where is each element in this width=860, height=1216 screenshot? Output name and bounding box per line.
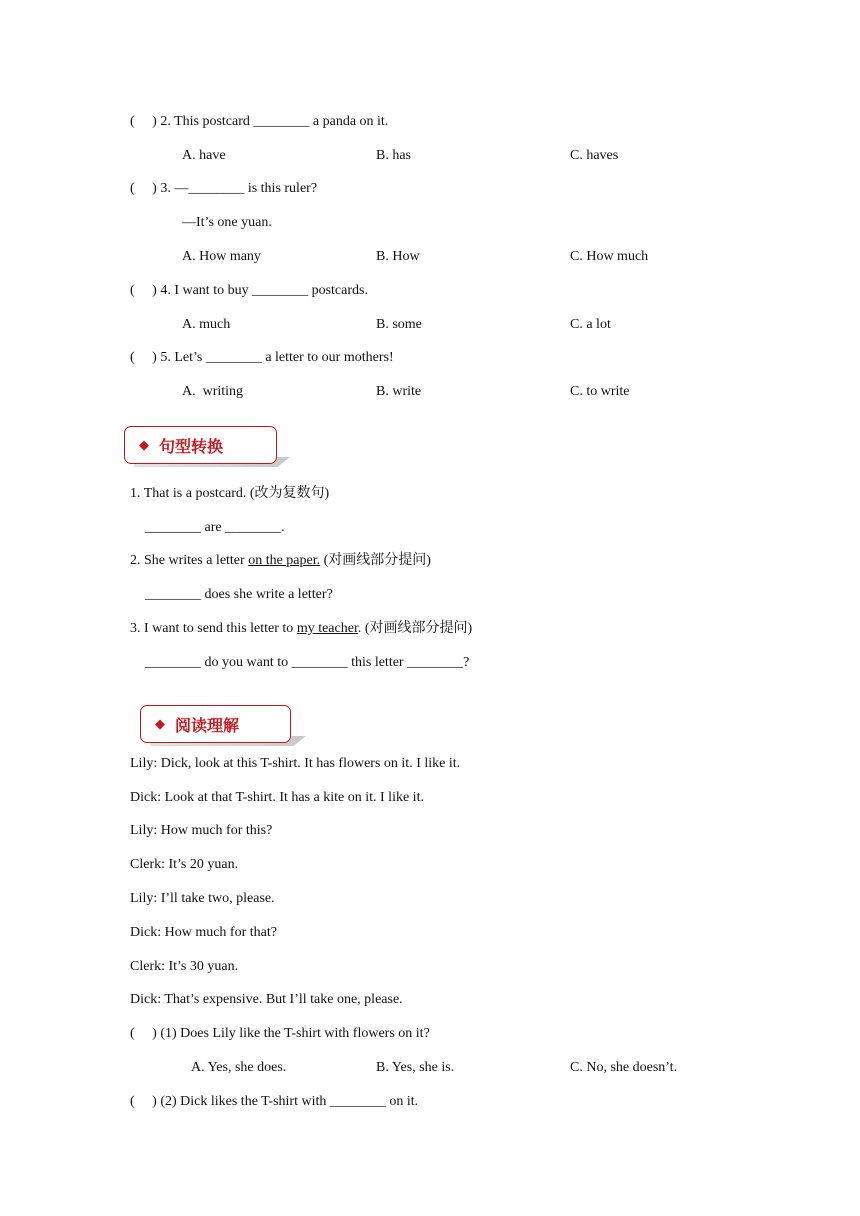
question-2-option-c: C. haves xyxy=(570,148,619,163)
question-4-option-b: B. some xyxy=(376,317,422,332)
transform-1-answer: ________ are ________. xyxy=(145,520,285,535)
question-4-option-c: C. a lot xyxy=(570,317,611,332)
instruction-text: (对画线部分提问) xyxy=(320,553,431,568)
underlined-phrase: my teacher xyxy=(296,621,358,636)
question-5-option-a: A. writing xyxy=(182,384,244,399)
question-4-stem: ( ) 4. I want to buy ________ postcards. xyxy=(130,283,368,298)
transform-3-question xyxy=(130,621,472,637)
diamond-icon: ◆ xyxy=(139,437,149,453)
section-header-transform xyxy=(124,426,277,464)
question-3-stem: ( ) 3. —________ is this ruler? xyxy=(130,181,318,196)
section-title: 句型转换 xyxy=(159,436,224,456)
question-5-stem: ( ) 5. Let’s ________ a letter to our mothers! xyxy=(130,350,394,365)
question-4-option-a: A. much xyxy=(182,317,231,332)
reading-question-1-option-a: A. Yes, she does. xyxy=(191,1060,287,1075)
question-2-stem: ( ) 2. This postcard ________ a panda on it. xyxy=(130,114,389,129)
dialogue-line: Lily: How much for this? xyxy=(130,823,273,838)
transform-1-question: 1. That is a postcard. (改为复数句) xyxy=(130,486,330,501)
question-text: 3. I want to send this letter to xyxy=(130,621,297,636)
dialogue-line: Dick: That’s expensive. But I’ll take one, please. xyxy=(130,992,403,1007)
transform-2-question xyxy=(130,553,431,569)
question-2-option-a: A. have xyxy=(182,148,226,163)
question-2-option-b: B. has xyxy=(376,148,411,163)
reading-question-1-option-c: C. No, she doesn’t. xyxy=(570,1060,678,1075)
underlined-phrase: on the paper. xyxy=(248,553,321,568)
section-title: 阅读理解 xyxy=(175,715,240,735)
dialogue-line: Clerk: It’s 20 yuan. xyxy=(130,857,239,872)
dialogue-line: Clerk: It’s 30 yuan. xyxy=(130,959,239,974)
instruction-text: . (对画线部分提问) xyxy=(357,621,473,636)
transform-3-answer: ________ do you want to ________ this letter ________? xyxy=(145,655,470,670)
section-header-reading xyxy=(140,705,291,743)
dialogue-line: Dick: How much for that? xyxy=(130,925,277,940)
question-3-option-b: B. How xyxy=(376,249,420,264)
reading-question-2-stem: ( ) (2) Dick likes the T-shirt with ________ on it. xyxy=(130,1094,419,1109)
dialogue-line: Lily: Dick, look at this T-shirt. It has flowers on it. I like it. xyxy=(130,756,461,771)
question-5-option-c: C. to write xyxy=(570,384,630,399)
question-3-option-a: A. How many xyxy=(182,249,261,264)
question-5-option-b: B. write xyxy=(376,384,422,399)
diamond-icon: ◆ xyxy=(155,716,165,732)
reading-question-1-stem: ( ) (1) Does Lily like the T-shirt with flowers on it? xyxy=(130,1026,430,1041)
question-3-option-c: C. How much xyxy=(570,249,649,264)
dialogue-line: Lily: I’ll take two, please. xyxy=(130,891,275,906)
question-3-answer-line: —It’s one yuan. xyxy=(182,215,272,230)
question-text: 2. She writes a letter xyxy=(130,553,249,568)
dialogue-line: Dick: Look at that T-shirt. It has a kite on it. I like it. xyxy=(130,790,424,805)
reading-question-1-option-b: B. Yes, she is. xyxy=(376,1060,455,1075)
transform-2-answer: ________ does she write a letter? xyxy=(145,587,333,602)
